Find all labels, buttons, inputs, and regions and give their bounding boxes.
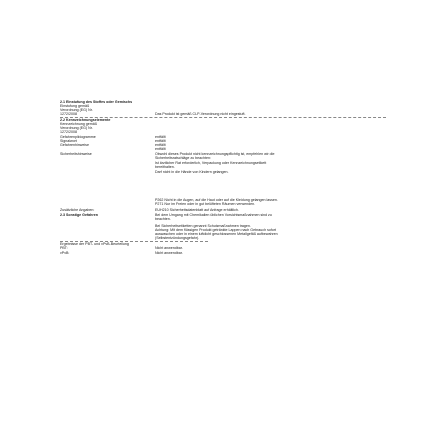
precautionary-line: Darf nicht in die Hände von Kindern gelangen. <box>155 170 229 174</box>
pictograms-label: Gefahrenpiktogramme <box>60 135 96 139</box>
vpvb-value: Nicht anwendbar. <box>155 251 183 255</box>
section-2-2-heading: 2.2 Kennzeichnungselemente <box>60 118 111 122</box>
precautionary-line: bereithalten. <box>155 165 175 169</box>
hazard-statements-value: entfällt <box>155 143 166 147</box>
other-hazards-text: Bei Sicherheitsetiketten genannt Schutzmaßnahmen tragen. <box>155 224 251 228</box>
extra-value: entfällt <box>155 147 166 151</box>
other-hazards-text: Bei dem Umgang mit Chemikalien üblichen Vorsichtsmaßnahmen sind zu <box>155 213 272 217</box>
other-hazards-text: beachten. <box>155 217 171 221</box>
pbt-value: Nicht anwendbar. <box>155 246 183 250</box>
section-2-3-heading: 2.3 Sonstige Gefahren <box>60 213 98 217</box>
hazard-statements-label: Gefahrenhinweise <box>60 143 89 147</box>
labelling-label-line2: Verordnung (EG) Nr. <box>60 126 93 130</box>
vpvb-label: vPvB: <box>60 251 70 255</box>
pictograms-value: entfällt <box>155 135 166 139</box>
additional-info-label: Zusätzliche Angaben: <box>60 208 95 212</box>
pbt-heading: Ergebnisse der PBT- und vPvB-Beurteilung <box>60 242 129 246</box>
section-2-1-heading: 2.1 Einstufung des Stoffes oder Gemischs <box>60 100 133 104</box>
labelling-regulation: 1272/2008 <box>60 130 77 134</box>
signal-word-value: entfällt <box>155 139 166 143</box>
other-hazards-text: auswaschen oder in einem luftdicht geschlossenen Metallgefäß aufbewahren <box>155 232 278 236</box>
classification-label-line2: Verordnung (EG) Nr. <box>60 108 93 112</box>
pbt-label: PBT: <box>60 246 68 250</box>
precautionary-line: P262 Nicht in die Augen, auf die Haut oder auf die Kleidung gelangen lassen. <box>155 198 278 202</box>
signal-word-label: Signalwort <box>60 139 77 143</box>
precautionary-line: Obwohl dieses Produkt nicht kennzeichnungspflichtig ist, empfehlen wir die <box>155 152 275 156</box>
labelling-label-line1: Kennzeichnung gemäß <box>60 122 97 126</box>
precautionary-label: Sicherheitshinweise <box>60 152 92 156</box>
precautionary-line: Sicherheitsratschläge zu beachten: <box>155 156 211 160</box>
classification-statement: Das Produkt ist gemäß CLP-Verordnung nicht eingestuft. <box>155 112 246 116</box>
precautionary-line: Ist ärztlicher Rat erforderlich, Verpackung oder Kennzeichnungsetikett <box>155 161 267 165</box>
additional-info-text: EUH210 Sicherheitsdatenblatt auf Anfrage erhältlich. <box>155 208 239 212</box>
classification-label-line1: Einstufung gemäß <box>60 104 90 108</box>
other-hazards-text: Achtung: Mit dem flüssigen Produkt getränkte Lappen nach Gebrauch sofort <box>155 228 277 232</box>
other-hazards-text: (Selbstentzündungsgefahr). <box>155 236 200 240</box>
classification-regulation: 1272/2008 <box>60 112 77 116</box>
precautionary-line: P271 Nur im Freien oder in gut belüfteten Räumen verwenden. <box>155 202 256 206</box>
